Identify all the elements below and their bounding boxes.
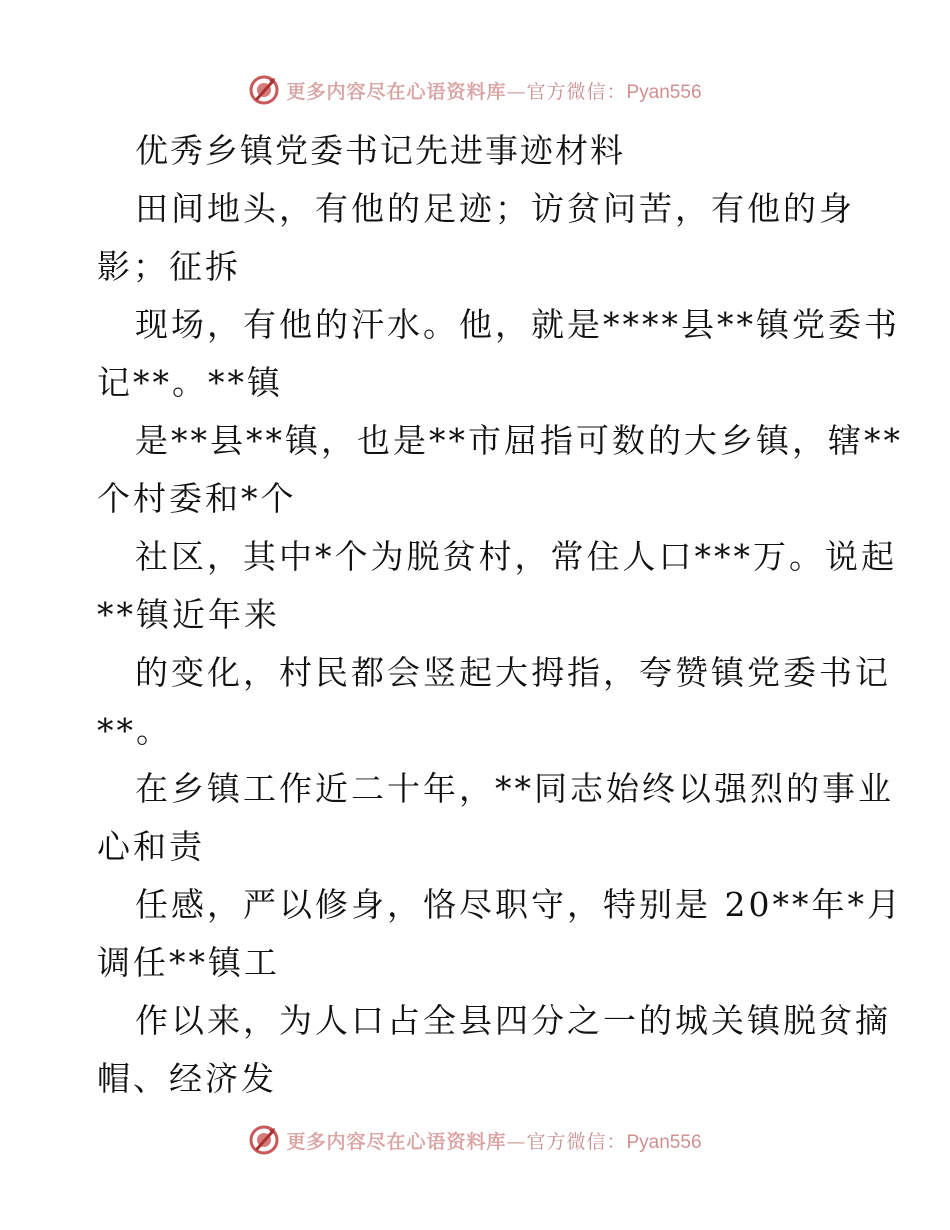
document-body — [97, 122, 903, 1108]
paragraph-line: 影；征拆 — [97, 247, 241, 286]
banner-main-text: 更多内容尽在心语资料库 — [286, 1130, 507, 1153]
paragraph-line: **镇近年来 — [97, 595, 280, 634]
paragraph — [97, 180, 857, 296]
banner-dash: — — [506, 80, 527, 103]
banner-main-text: 更多内容尽在心语资料库 — [286, 80, 507, 103]
footer-banner — [0, 1122, 950, 1158]
paragraph — [97, 876, 903, 992]
banner-text — [286, 1127, 701, 1154]
header-banner — [0, 72, 950, 108]
banner-wechat-id: Pyan556 — [626, 81, 702, 103]
document-title: 优秀乡镇党委书记先进事迹材料 — [135, 131, 625, 170]
paragraph-line: 帽、经济发 — [97, 1059, 277, 1098]
paragraph-line: 在乡镇工作近二十年，**同志始终以强烈的事业 — [135, 769, 894, 808]
banner-wechat-label: 官方微信： — [526, 1130, 627, 1153]
paragraph-line: 心和责 — [97, 827, 205, 866]
banner-dash: — — [506, 1130, 527, 1153]
logo-icon — [248, 1124, 280, 1156]
paragraph-line: 的变化，村民都会竖起大拇指，夸赞镇党委书记 — [135, 653, 891, 692]
banner-text — [286, 77, 701, 104]
banner-inner — [248, 1124, 701, 1156]
paragraph-line: 社区，其中*个为脱贫村，常住人口***万。说起 — [135, 537, 897, 576]
paragraph-line: 记**。**镇 — [97, 363, 283, 402]
paragraph-line: 是**县**镇，也是**市屈指可数的大乡镇，辖** — [135, 421, 903, 460]
banner-inner — [248, 74, 701, 106]
logo-icon — [248, 74, 280, 106]
paragraph-line: 田间地头，有他的足迹；访贫问苦，有他的身 — [135, 189, 855, 228]
paragraph — [97, 992, 891, 1108]
paragraph — [97, 296, 900, 412]
paragraph — [97, 528, 897, 644]
paragraph-line: 现场，有他的汗水。他，就是****县**镇党委书 — [135, 305, 900, 344]
paragraph — [97, 760, 894, 876]
banner-wechat-label: 官方微信： — [526, 80, 627, 103]
paragraph-line: 作以来，为人口占全县四分之一的城关镇脱贫摘 — [135, 1001, 891, 1040]
paragraph-line: 个村委和*个 — [97, 479, 297, 518]
banner-wechat-id: Pyan556 — [626, 1131, 702, 1153]
paragraph — [97, 644, 891, 760]
paragraph-line: 任感，严以修身，恪尽职守，特别是 20**年*月 — [135, 885, 903, 924]
paragraph-line: 调任**镇工 — [97, 943, 280, 982]
paragraph-line: **。 — [97, 711, 172, 750]
paragraph — [97, 412, 903, 528]
